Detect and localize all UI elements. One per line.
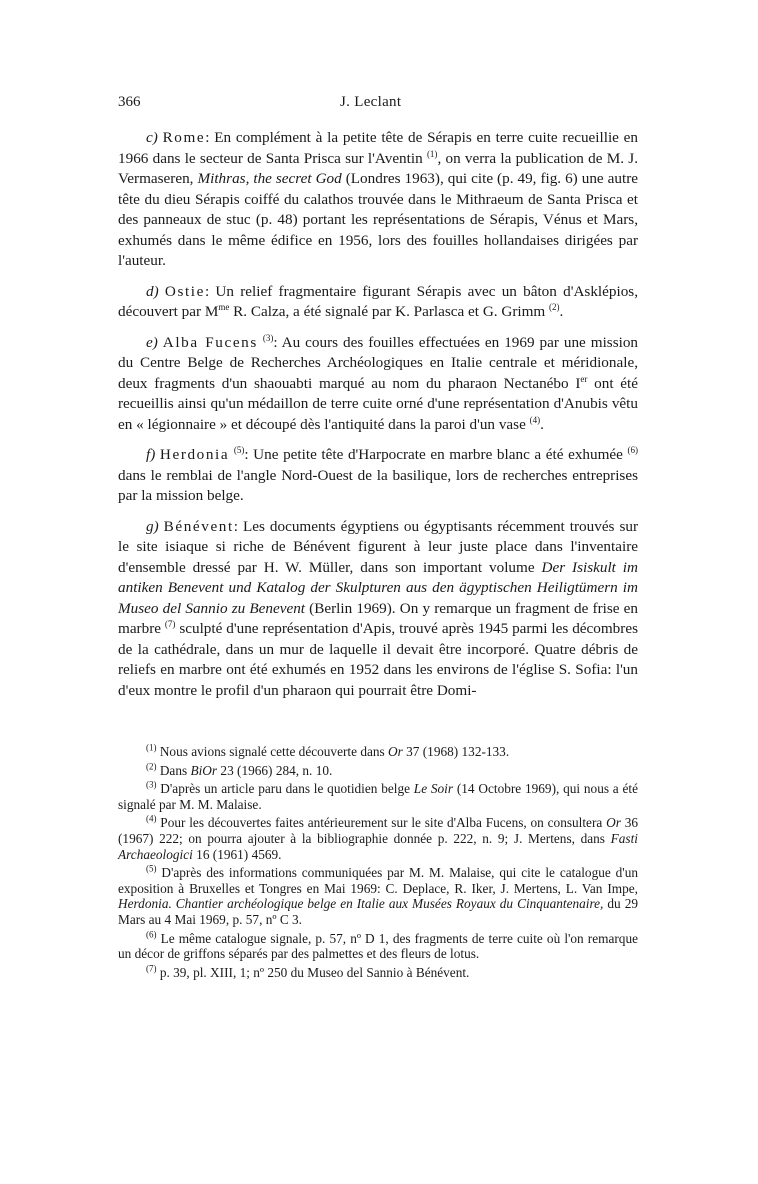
text-run: du 29 Mars au 4 Mai 1969, p. 57, nº C 3. xyxy=(118,896,638,927)
item-label: e) xyxy=(146,333,158,351)
text-run: Nous avions signalé cette découverte dans xyxy=(156,744,389,759)
text-run: : Les documents égyptiens ou égyptisants récemment trouvés sur le site isiaque si riche de Bénévent figurent à leur juste place dans l'inventaire d'ensemble dressé par H. W. Müller, dans son important volume xyxy=(118,517,638,576)
place-name: Alba Fucens xyxy=(162,333,258,351)
footnote-ref: (2) xyxy=(549,301,560,312)
page-number: 366 xyxy=(118,94,141,110)
item-label: g) xyxy=(146,517,159,535)
text-run: : Au cours des fouilles effectuées en 1969 par une mission du Centre Belge de Recherches Archéologiques en Italie centrale et méridionale, deux fragments d'un shaouabti marqué au nom du pharaon Nectanébo I xyxy=(118,333,639,392)
text-run: Pour les découvertes faites antérieurement sur le site d'Alba Fucens, on consultera xyxy=(156,815,607,831)
footnote-4 xyxy=(118,815,638,862)
text-run: R. Calza, a été signalé par K. Parlasca et G. Grimm xyxy=(229,303,550,320)
text-run: . xyxy=(559,303,564,320)
text-run: sculpté d'une représentation d'Apis, trouvé après 1945 parmi les décombres de la cathédrale, dans un mur de laquelle il devait être incorporé. Quatre débris de reliefs en marbre ont été exhumés en 1952 dans les environs de l'église S. Sofia: l'un d'eux montre le profil d'un pharaon qui pourrait être Domi- xyxy=(118,620,638,699)
footnote-ref: (4) xyxy=(529,414,541,425)
place-name: Herdonia xyxy=(159,446,230,463)
paragraph-ostie xyxy=(118,282,638,323)
text-run: D'après des informations communiquées par M. M. Malaise, qui cite le catalogue d'un exposition à Bruxelles et Tongres en Mai 1969: C. Deplace, R. Iker, J. Mertens, L. Van Impe, xyxy=(118,865,638,896)
footnote-ref: (3) xyxy=(262,332,274,343)
journal-abbrev: BiOr xyxy=(190,762,218,778)
item-label: c) xyxy=(146,129,158,146)
book-title: Mithras, the secret God xyxy=(197,170,342,187)
text-run: (Berlin 1969). On y remarque un fragment de frise en marbre xyxy=(118,599,638,637)
text-run: 23 (1966) 284, n. 10. xyxy=(217,762,333,778)
footnote-ref: (7) xyxy=(164,618,176,629)
item-label: f) xyxy=(146,446,156,463)
text-run: ont été recueillis ainsi qu'un médaillon de terre cuite orné d'une représentation d'Anubis vêtu en « légionnaire » et découpé dès l'antiquité dans la paroi d'un vase xyxy=(118,374,638,433)
place-name: Bénévent xyxy=(163,517,234,535)
journal-abbrev: Or xyxy=(388,744,403,759)
paragraph-alba-fucens xyxy=(118,333,638,436)
text-run: : En complément à la petite tête de Sérapis en terre cuite recueillie en 1966 dans le secteur de Santa Prisca sur l'Aventin xyxy=(118,129,638,167)
paragraph-rome xyxy=(118,128,638,272)
footnote-number: (7) xyxy=(146,963,157,974)
item-label: d) xyxy=(146,282,159,300)
text-run: 37 (1968) 132-133. xyxy=(402,744,510,759)
footnote-number: (2) xyxy=(146,761,157,772)
text-run: Le même catalogue signale, p. 57, nº D 1, des fragments de terre cuite où l'on remarque un décor de griffons séparés par des palmettes et des fleurs de lotus. xyxy=(118,930,638,962)
text-run: , on verra la publication de M. J. Vermaseren, xyxy=(118,149,638,187)
newspaper-title: Le Soir xyxy=(413,781,454,797)
footnote-number: (1) xyxy=(146,742,157,753)
text-run: 36 (1967) 222; on pourra ajouter à la bibliographie donnée p. 222, n. 9; J. Mertens, dans xyxy=(118,815,638,846)
text-run: p. 39, pl. XIII, 1; nº 250 du Museo del Sannio à Bénévent. xyxy=(156,964,470,980)
footnote-number: (4) xyxy=(146,813,157,824)
body-text xyxy=(118,128,638,711)
footnote-number: (5) xyxy=(146,863,157,874)
text-run: dans le remblai de l'angle Nord-Ouest de la basilique, lors de recherches entreprises par la mission belge. xyxy=(118,466,638,504)
paragraph-herdonia xyxy=(118,445,638,507)
page-header xyxy=(118,94,638,116)
footnote-7 xyxy=(118,965,638,981)
catalogue-title: Herdonia. Chantier archéologique belge en Italie aux Musées Royaux du Cinquantenaire, xyxy=(118,896,604,912)
footnote-number: (6) xyxy=(146,929,157,940)
footnote-5 xyxy=(118,865,638,927)
book-title: Der Isiskult im antiken Benevent und Katalog der Skulpturen aus den ägyptischen Heiligtümern im Museo del Sannio zu Benevent xyxy=(118,558,638,617)
text-run: (14 Octobre 1969), qui nous a été signalé par M. M. Malaise. xyxy=(118,781,638,812)
superscript: me xyxy=(218,301,230,312)
text-run: 16 (1961) 4569. xyxy=(192,846,282,862)
paragraph-benevent xyxy=(118,517,638,702)
footnote-ref: (1) xyxy=(426,148,438,159)
footnote-ref: (5) xyxy=(233,444,245,455)
text-run: . xyxy=(540,415,544,433)
text-run: : Une petite tête d'Harpocrate en marbre blanc a été exhumée xyxy=(244,446,628,463)
text-run: D'après un article paru dans le quotidien belge xyxy=(156,781,414,797)
footnote-2 xyxy=(118,763,638,779)
footnote-number: (3) xyxy=(146,779,157,790)
place-name: Rome xyxy=(162,129,206,146)
footnotes xyxy=(118,744,638,983)
place-name: Ostie xyxy=(164,282,205,300)
running-head: J. Leclant xyxy=(340,94,402,110)
text-run: Dans xyxy=(156,762,191,778)
text-run: (Londres 1963), qui cite (p. 49, fig. 6) une autre tête du dieu Sérapis coiffé du calathos trouvée dans le Mithraeum de Santa Prisca et des panneaux de stuc (p. 48) portant les représentations de Sérapis, Vénus et Mars, exhumés dans le même édifice en 1956, lors des fouilles hollandaises dirigées par l'auteur. xyxy=(118,170,638,269)
footnote-ref: (6) xyxy=(627,444,639,455)
footnote-1 xyxy=(118,744,638,760)
journal-title: Fasti Archaeologici xyxy=(118,830,638,862)
footnote-6 xyxy=(118,931,638,962)
journal-abbrev: Or xyxy=(606,815,621,831)
footnote-3 xyxy=(118,781,638,812)
superscript: er xyxy=(580,373,588,384)
text-run: : Un relief fragmentaire figurant Sérapis avec un bâton d'Asklépios, découvert par M xyxy=(118,282,638,320)
